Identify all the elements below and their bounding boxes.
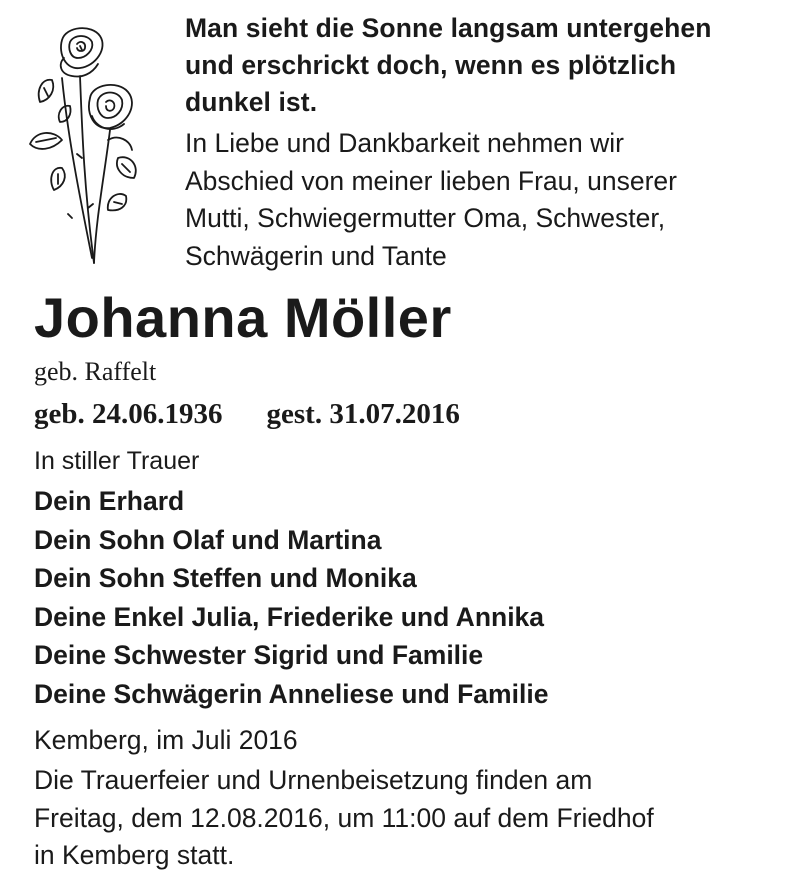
poem-line: und erschrickt doch, wenn es plötzlich — [185, 50, 677, 80]
mourners-list — [34, 482, 548, 713]
ceremony-info — [34, 762, 654, 875]
mourner: Dein Erhard — [34, 486, 185, 516]
poem-line: Man sieht die Sonne langsam untergehen — [185, 13, 712, 43]
farewell-line: Abschied von meiner lieben Frau, unserer — [185, 165, 677, 196]
poem-line: dunkel ist. — [185, 87, 318, 117]
deceased-name: Johanna Möller — [34, 286, 452, 349]
mourner: Dein Sohn Olaf und Martina — [34, 524, 382, 555]
poem — [185, 10, 785, 121]
ceremony-line: Die Trauerfeier und Urnenbeisetzung finden am — [34, 765, 593, 795]
death-date: gest. 31.07.2016 — [266, 398, 460, 430]
farewell-line: In Liebe und Dankbarkeit nehmen wir — [185, 128, 624, 158]
farewell-text — [185, 125, 785, 275]
rose-bouquet-icon — [22, 18, 152, 273]
mourner: Dein Sohn Steffen und Monika — [34, 563, 417, 593]
farewell-line: Schwägerin und Tante — [185, 240, 447, 271]
intro-block — [185, 10, 785, 275]
mourning-label: In stiller Trauer — [34, 447, 200, 475]
ceremony-line: Freitag, dem 12.08.2016, um 11:00 auf dem Friedhof — [34, 802, 654, 833]
place-date: Kemberg, im Juli 2016 — [34, 725, 298, 755]
mourner: Deine Schwester Sigrid und Familie — [34, 640, 484, 670]
farewell-line: Mutti, Schwiegermutter Oma, Schwester, — [185, 203, 666, 233]
maiden-name: geb. Raffelt — [34, 357, 157, 386]
life-dates — [34, 396, 460, 432]
ceremony-line: in Kemberg statt. — [34, 840, 235, 870]
birth-date: geb. 24.06.1936 — [34, 398, 223, 430]
mourner: Deine Schwägerin Anneliese und Familie — [34, 678, 549, 709]
mourner: Deine Enkel Julia, Friederike und Annika — [34, 601, 545, 632]
